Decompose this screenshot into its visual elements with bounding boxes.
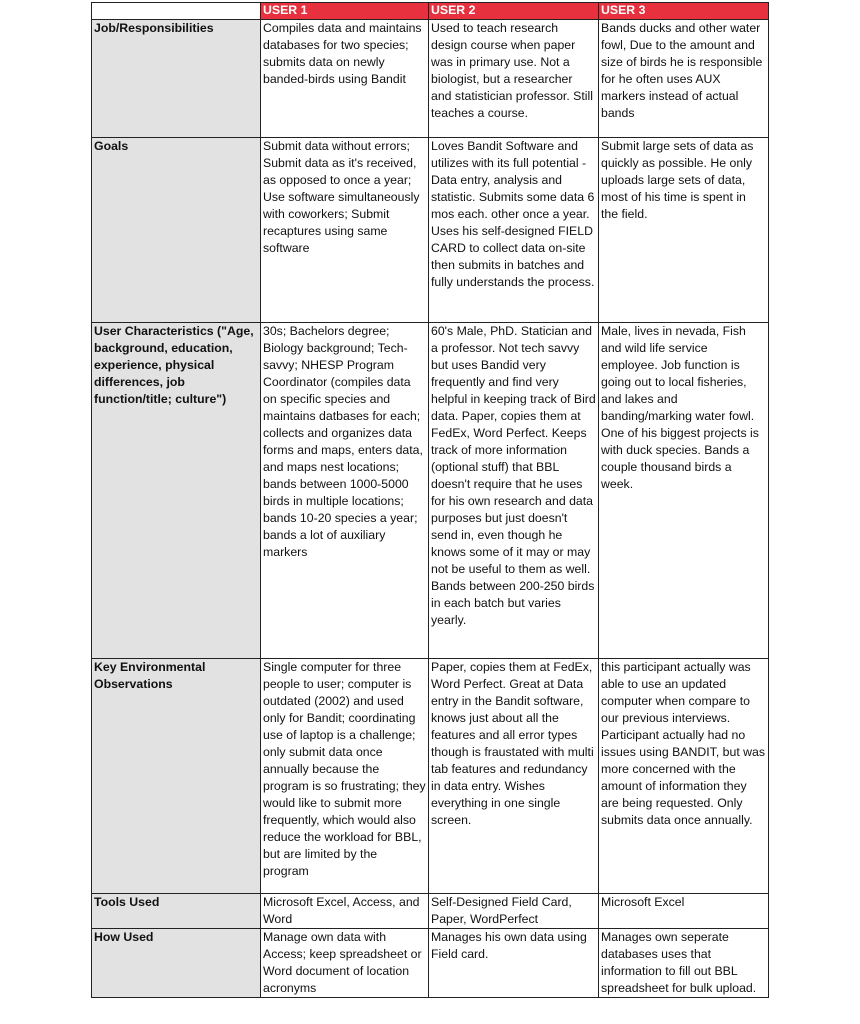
row-label: Key Environmental Observations [92,659,261,894]
cell-user-1: Single computer for three people to user; computer is outdated (2002) and used only for Bandit; coordinating use of laptop is a challenge; only submit data once annually because the program is so frustrating; they would like to submit more frequently, which would also reduce the workload for BBL, but are limited by the program [261,659,429,894]
row-label: Goals [92,138,261,323]
cell-user-2: Manages his own data using Field card. [429,929,599,998]
row-label: How Used [92,929,261,998]
header-user-2: USER 2 [429,3,599,20]
row-job-responsibilities [92,20,769,138]
header-user-1: USER 1 [261,3,429,20]
cell-user-3: this participant actually was able to use an updated computer when compare to our previous interviews. Participant actually had no issues using BANDIT, but was more concerned with the amount of information they are being requested. Only submits data once annually. [599,659,769,894]
row-user-characteristics [92,323,769,659]
cell-user-2: Loves Bandit Software and utilizes with its full potential -Data entry, analysis and statistic. Submits some data 6 mos each. other once a year. Uses his self-designed FIELD CARD to collect data on-site then submits in batches and fully understands the process. [429,138,599,323]
cell-user-2: Used to teach research design course when paper was in primary use. Not a biologist, but a researcher and statistician professor. Still teaches a course. [429,20,599,138]
row-goals [92,138,769,323]
cell-user-2: Self-Designed Field Card, Paper, WordPerfect [429,894,599,929]
row-label: User Characteristics ("Age, background, education, experience, physical differences, job function/title; culture") [92,323,261,659]
header-corner-cell [92,3,261,20]
row-label: Job/Responsibilities [92,20,261,138]
cell-user-1: 30s; Bachelors degree; Biology background; Tech-savvy; NHESP Program Coordinator (compiles data on specific species and maintains datbases for each; collects and organizes data forms and maps, enters data, and maps nest locations; bands between 1000-5000 birds in multiple locations; bands 10-20 species a year; bands a lot of auxiliary markers [261,323,429,659]
cell-user-1: Compiles data and maintains databases for two species; submits data on newly banded-birds using Bandit [261,20,429,138]
row-tools-used [92,894,769,929]
cell-user-2: Paper, copies them at FedEx, Word Perfect. Great at Data entry in the Bandit software, knows just about all the features and all error types though is fraustated with multi tab features and redundancy in data entry. Wishes everything in one single screen. [429,659,599,894]
header-user-3: USER 3 [599,3,769,20]
cell-user-3: Manages own seperate databases uses that information to fill out BBL spreadsheet for bulk upload. [599,929,769,998]
header-row [92,3,769,20]
row-key-environmental-observations [92,659,769,894]
cell-user-1: Microsoft Excel, Access, and Word [261,894,429,929]
cell-user-3: Bands ducks and other water fowl, Due to the amount and size of birds he is responsible for he often uses AUX markers instead of actual bands [599,20,769,138]
cell-user-3: Submit large sets of data as quickly as possible. He only uploads large sets of data, most of his time is spent in the field. [599,138,769,323]
cell-user-1: Submit data without errors; Submit data as it's received, as opposed to once a year; Use software simultaneously with coworkers; Submit recaptures using same software [261,138,429,323]
cell-user-3: Male, lives in nevada, Fish and wild life service employee. Job function is going out to local fisheries, and lakes and banding/marking water fowl. One of his biggest projects is with duck species. Bands a couple thousand birds a week. [599,323,769,659]
cell-user-3: Microsoft Excel [599,894,769,929]
cell-user-1: Manage own data with Access; keep spreadsheet or Word document of location acronyms [261,929,429,998]
persona-table [91,2,769,998]
cell-user-2: 60's Male, PhD. Statician and a professor. Not tech savvy but uses Bandid very frequently and find very helpful in keeping track of Bird data. Paper, copies them at FedEx, Word Perfect. Keeps track of more information (optional stuff) that BBL doesn't require that he uses for his own research and data purposes but just doesn't send in, even though he knows some of it may or may not be useful to them as well. Bands between 200-250 birds in each batch but varies yearly. [429,323,599,659]
row-how-used [92,929,769,998]
row-label: Tools Used [92,894,261,929]
